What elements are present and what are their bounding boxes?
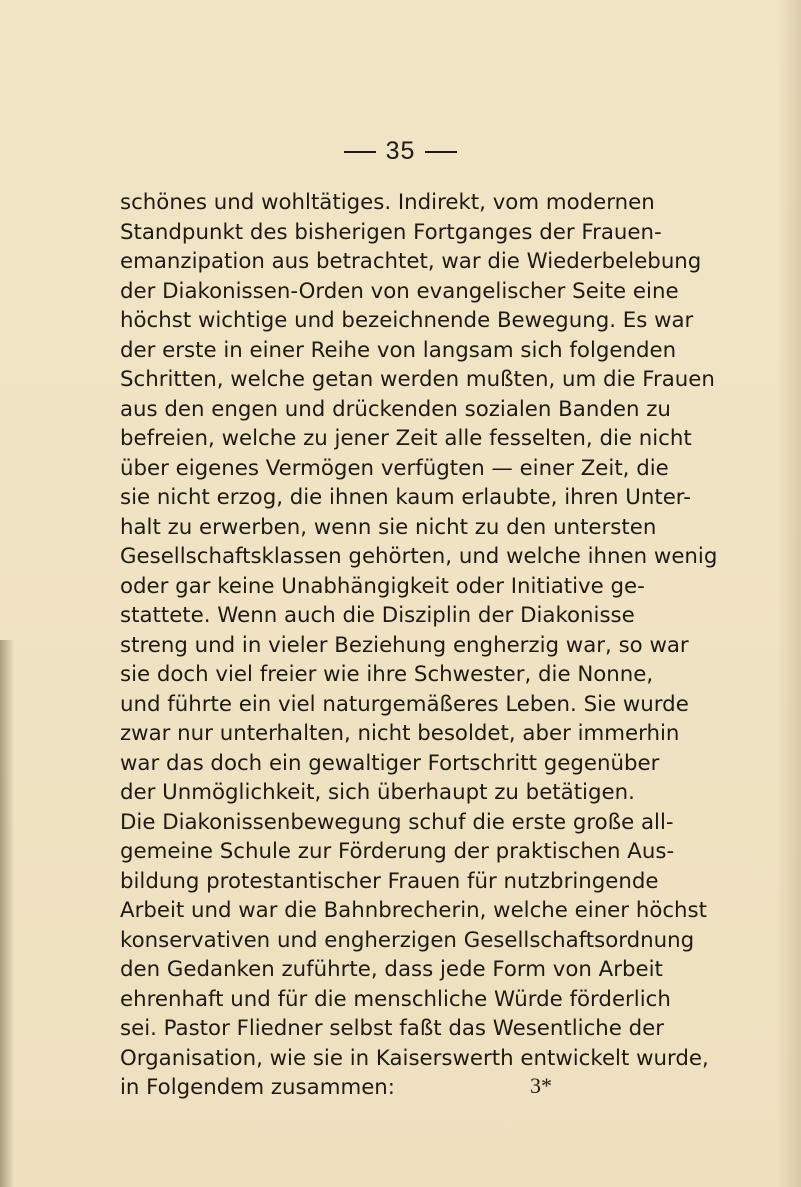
text-line: oder gar keine Unabhängigkeit oder Initiative ge- bbox=[120, 573, 645, 599]
text-line: stattete. Wenn auch die Disziplin der Diakonisse bbox=[120, 603, 635, 628]
text-line: Gesellschaftsklassen gehörten, und welche ihnen wenig bbox=[120, 544, 718, 569]
text-line: schönes und wohltätiges. Indirekt, vom modernen bbox=[120, 190, 655, 215]
text-line: streng und in vieler Beziehung engherzig war, so war bbox=[120, 632, 689, 658]
text-line: über eigenes Vermögen verfügten — einer Zeit, die bbox=[120, 455, 669, 481]
page-number-header bbox=[0, 137, 801, 166]
text-line: Arbeit und war die Bahnbrecherin, welche einer höchst bbox=[120, 898, 707, 923]
text-line-last: in Folgendem zusammen: bbox=[120, 1075, 395, 1100]
text-line: Die Diakonissenbewegung schuf die erste große all- bbox=[120, 809, 674, 835]
text-line: aus den engen und drückenden sozialen Banden zu bbox=[120, 396, 671, 422]
text-line: ehrenhaft und für die menschliche Würde förderlich bbox=[120, 986, 671, 1012]
text-line: Schritten, welche getan werden mußten, um die Frauen bbox=[120, 367, 715, 392]
text-line: war das doch ein gewaltiger Fortschritt gegenüber bbox=[120, 750, 660, 776]
text-line: höchst wichtige und bezeichnende Bewegung. Es war bbox=[120, 308, 694, 333]
text-line: der erste in einer Reihe von langsam sich folgenden bbox=[120, 337, 677, 363]
text-line: sie nicht erzog, die ihnen kaum erlaubte, ihren Unter- bbox=[120, 485, 691, 510]
right-dash bbox=[425, 151, 457, 153]
text-line: sei. Pastor Fliedner selbst faßt das Wesentliche der bbox=[120, 1016, 665, 1041]
text-line: befreien, welche zu jener Zeit alle fesselten, die nicht bbox=[120, 426, 692, 451]
text-line: emanzipation aus betrachtet, war die Wiederbelebung bbox=[120, 249, 702, 274]
left-dash bbox=[344, 151, 376, 153]
text-line: Organisation, wie sie in Kaiserswerth entwickelt wurde, bbox=[120, 1045, 709, 1071]
binding-shadow bbox=[0, 640, 14, 1187]
text-line: gemeine Schule zur Förderung der praktischen Aus- bbox=[120, 839, 675, 864]
body-paragraph bbox=[120, 188, 718, 1103]
text-line: konservativen und engherzigen Gesellschaftsordnung bbox=[120, 927, 695, 953]
text-line: der Unmöglichkeit, sich überhaupt zu betätigen. bbox=[120, 780, 635, 805]
text-line: und führte ein viel naturgemäßeres Leben. Sie wurde bbox=[120, 691, 689, 717]
text-line: halt zu erwerben, wenn sie nicht zu den untersten bbox=[120, 514, 657, 540]
text-line: bildung protestantischer Frauen für nutzbringende bbox=[120, 868, 659, 894]
text-line: den Gedanken zuführte, dass jede Form von Arbeit bbox=[120, 957, 663, 982]
text-line: zwar nur unterhalten, nicht besoldet, aber immerhin bbox=[120, 721, 680, 746]
text-line: der Diakonissen-Orden von evangelischer Seite eine bbox=[120, 278, 679, 304]
text-line: Standpunkt des bisherigen Fortganges der Frauen- bbox=[120, 219, 662, 245]
page-number: 35 bbox=[385, 137, 416, 165]
signature-mark: 3* bbox=[530, 1073, 552, 1098]
text-line: sie doch viel freier wie ihre Schwester, die Nonne, bbox=[120, 662, 654, 687]
